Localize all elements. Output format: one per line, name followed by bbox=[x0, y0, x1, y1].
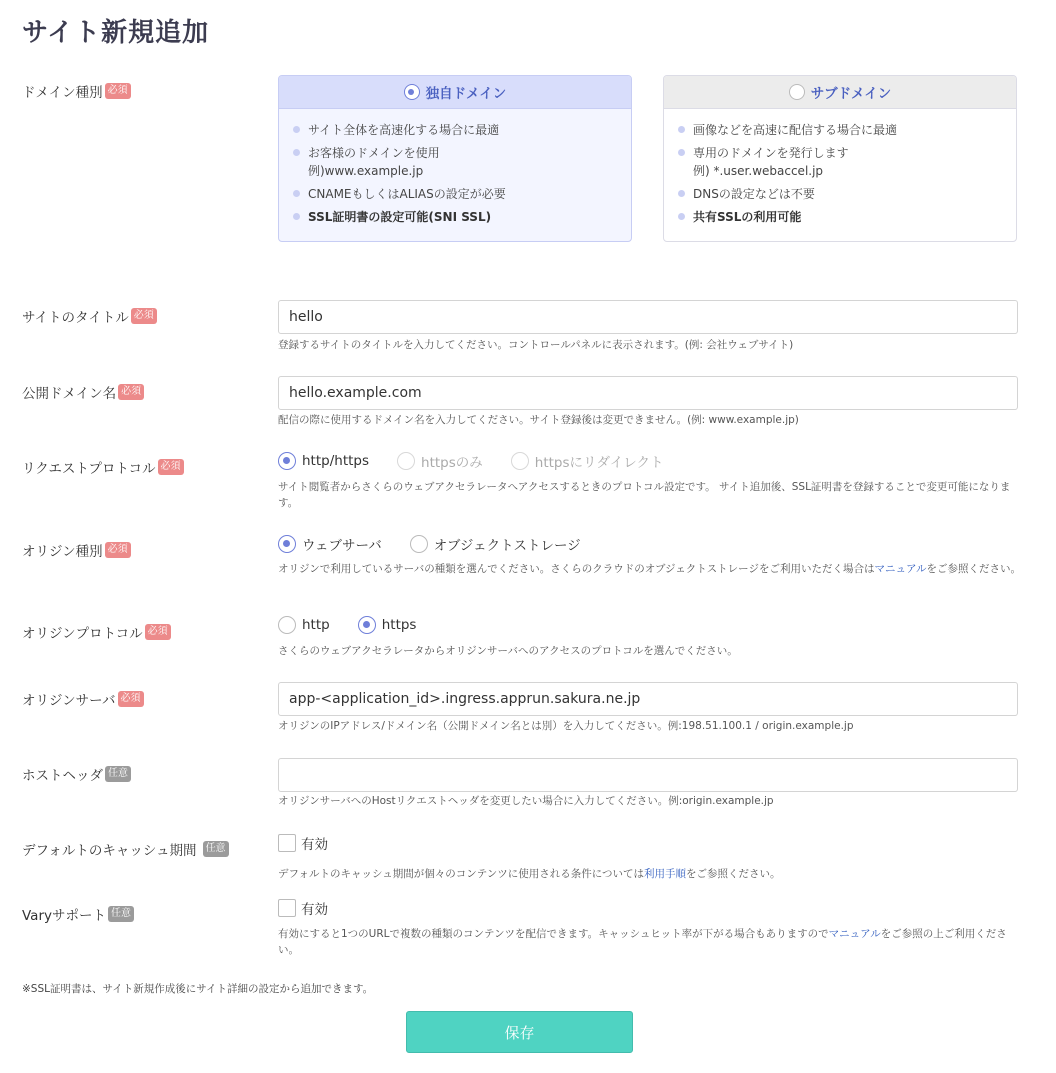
origin-server-label: オリジンサーバ 必須 bbox=[22, 689, 144, 709]
radio-https-redirect[interactable]: httpsにリダイレクト bbox=[511, 451, 664, 471]
radio-icon[interactable] bbox=[404, 84, 420, 100]
radio-web-server[interactable]: ウェブサーバ bbox=[278, 534, 382, 554]
list-item: 画像などを高速に配信する場合に最適 bbox=[678, 121, 1000, 139]
domain-option-subdomain[interactable] bbox=[663, 75, 1017, 242]
required-badge: 必須 bbox=[105, 542, 131, 558]
manual-link[interactable]: マニュアル bbox=[874, 563, 927, 575]
usage-guide-link[interactable]: 利用手順 bbox=[644, 868, 687, 880]
default-cache-checkbox[interactable]: 有効 bbox=[278, 833, 328, 853]
checkbox-icon[interactable] bbox=[278, 899, 296, 917]
public-domain-help: 配信の際に使用するドメイン名を入力してください。サイト登録後は変更できません。(例: www.example.jp) bbox=[278, 414, 799, 426]
origin-type-radios bbox=[278, 534, 581, 554]
radio-origin-https[interactable]: https bbox=[358, 616, 417, 634]
vary-support-checkbox[interactable]: 有効 bbox=[278, 898, 328, 918]
card-header bbox=[279, 76, 631, 109]
checkbox-icon[interactable] bbox=[278, 834, 296, 852]
list-item: SSL証明書の設定可能(SNI SSL) bbox=[293, 208, 615, 226]
list-item: お客様のドメインを使用 例)www.example.jp bbox=[293, 144, 615, 180]
public-domain-input[interactable] bbox=[278, 376, 1018, 410]
feature-list bbox=[664, 109, 1016, 226]
radio-icon[interactable] bbox=[789, 84, 805, 100]
site-title-input[interactable] bbox=[278, 300, 1018, 334]
card-title: 独自ドメイン bbox=[425, 86, 507, 102]
radio-icon[interactable] bbox=[358, 616, 376, 634]
vary-support-label: Varyサポート 任意 bbox=[22, 904, 134, 924]
page-title: サイト新規追加 bbox=[22, 18, 210, 48]
public-domain-label: 公開ドメイン名 必須 bbox=[22, 382, 144, 402]
radio-icon[interactable] bbox=[410, 535, 428, 553]
radio-http-https[interactable]: http/https bbox=[278, 452, 369, 470]
domain-option-custom[interactable] bbox=[278, 75, 632, 242]
default-cache-label: デフォルトのキャッシュ期間 任意 bbox=[22, 839, 229, 859]
list-item: 専用のドメインを発行します 例) *.user.webaccel.jp bbox=[678, 144, 1000, 180]
card-title: サブドメイン bbox=[810, 86, 892, 102]
radio-icon[interactable] bbox=[278, 535, 296, 553]
radio-origin-http[interactable]: http bbox=[278, 616, 330, 634]
radio-object-storage[interactable]: オブジェクトストレージ bbox=[410, 534, 581, 554]
feature-list bbox=[279, 109, 631, 226]
list-item: DNSの設定などは不要 bbox=[678, 185, 1000, 203]
radio-icon[interactable] bbox=[511, 452, 529, 470]
card-header bbox=[664, 76, 1016, 109]
radio-icon[interactable] bbox=[278, 616, 296, 634]
manual-link[interactable]: マニュアル bbox=[828, 928, 881, 940]
required-badge: 必須 bbox=[118, 691, 144, 707]
ssl-footnote: ※SSL証明書は、サイト新規作成後にサイト詳細の設定から追加できます。 bbox=[22, 983, 374, 995]
required-badge: 必須 bbox=[118, 384, 144, 400]
origin-protocol-help: さくらのウェブアクセラレータからオリジンサーバへのアクセスのプロトコルを選んでください。 bbox=[278, 645, 738, 657]
radio-icon[interactable] bbox=[278, 452, 296, 470]
list-item: 共有SSLの利用可能 bbox=[678, 208, 1000, 226]
required-badge: 必須 bbox=[145, 624, 171, 640]
default-cache-help: デフォルトのキャッシュ期間が個々のコンテンツに使用される条件については利用手順をご参照ください。 bbox=[278, 868, 781, 880]
origin-server-help: オリジンのIPアドレス/ドメイン名（公開ドメイン名とは別）を入力してください。例:198.51.100.1 / origin.example.jp bbox=[278, 720, 854, 732]
optional-badge: 任意 bbox=[105, 766, 131, 782]
optional-badge: 任意 bbox=[108, 906, 134, 922]
origin-type-label: オリジン種別 必須 bbox=[22, 540, 131, 560]
host-header-label: ホストヘッダ 任意 bbox=[22, 764, 131, 784]
list-item: サイト全体を高速化する場合に最適 bbox=[293, 121, 615, 139]
host-header-help: オリジンサーバへのHostリクエストヘッダを変更したい場合に入力してください。例:origin.example.jp bbox=[278, 795, 774, 807]
required-badge: 必須 bbox=[131, 308, 157, 324]
radio-icon[interactable] bbox=[397, 452, 415, 470]
request-protocol-label: リクエストプロトコル 必須 bbox=[22, 457, 184, 477]
optional-badge: 任意 bbox=[203, 841, 229, 857]
request-protocol-radios bbox=[278, 451, 663, 471]
vary-support-help: 有効にすると1つのURLで複数の種類のコンテンツを配信できます。キャッシュヒット率が下がる場合もありますのでマニュアルをご参照の上ご利用ください。 bbox=[278, 928, 1007, 956]
required-badge: 必須 bbox=[158, 459, 184, 475]
origin-server-input[interactable] bbox=[278, 682, 1018, 716]
list-item: CNAMEもしくはALIASの設定が必要 bbox=[293, 185, 615, 203]
host-header-input[interactable] bbox=[278, 758, 1018, 792]
save-button[interactable]: 保存 bbox=[406, 1011, 633, 1053]
domain-type-label: ドメイン種別 必須 bbox=[22, 81, 131, 101]
required-badge: 必須 bbox=[105, 83, 131, 99]
site-title-label: サイトのタイトル 必須 bbox=[22, 306, 157, 326]
origin-protocol-label: オリジンプロトコル 必須 bbox=[22, 622, 171, 642]
origin-protocol-radios bbox=[278, 616, 416, 634]
request-protocol-help: サイト閲覧者からさくらのウェブアクセラレータへアクセスするときのプロトコル設定です。 サイト追加後、SSL証明書を登録することで変更可能になります。 bbox=[278, 481, 1011, 509]
origin-type-help: オリジンで利用しているサーバの種類を選んでください。さくらのクラウドのオブジェクトストレージをご利用いただく場合はマニュアルをご参照ください。 bbox=[278, 563, 1022, 575]
site-title-help: 登録するサイトのタイトルを入力してください。コントロールパネルに表示されます。(例: 会社ウェブサイト) bbox=[278, 339, 794, 351]
radio-https-only[interactable]: httpsのみ bbox=[397, 451, 483, 471]
